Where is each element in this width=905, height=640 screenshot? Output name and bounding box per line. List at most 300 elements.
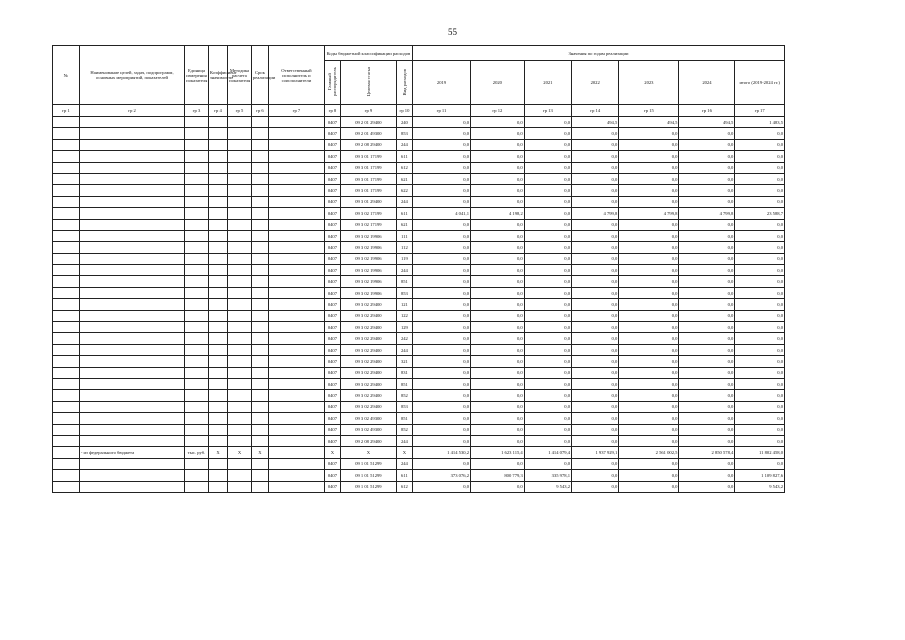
value-cell: 0,0 xyxy=(619,435,679,446)
value-cell: 0,0 xyxy=(679,435,735,446)
value-cell: 0,0 xyxy=(471,242,525,253)
value-cell: 0,0 xyxy=(471,230,525,241)
header-term: Срок реализации xyxy=(251,46,268,105)
value-cell: 0,0 xyxy=(524,151,571,162)
table-row xyxy=(53,151,785,162)
coef-cell xyxy=(208,139,227,150)
method-cell xyxy=(228,173,252,184)
value-cell: 0,0 xyxy=(524,401,571,412)
value-cell: 335 978,1 xyxy=(524,470,571,481)
value-cell: 0,0 xyxy=(471,162,525,173)
value-cell: 0,0 xyxy=(735,173,785,184)
table-row xyxy=(53,128,785,139)
article-cell: 09 3 02 29400 xyxy=(340,322,396,333)
value-cell: 0,0 xyxy=(735,401,785,412)
value-cell: 0,0 xyxy=(471,117,525,128)
value-cell: 0,0 xyxy=(572,242,619,253)
num-cell xyxy=(53,310,80,321)
article-cell: 09 3 01 17199 xyxy=(340,162,396,173)
value-cell: 0,0 xyxy=(679,322,735,333)
value-cell: 0,0 xyxy=(412,481,470,492)
value-cell: 0,0 xyxy=(572,151,619,162)
value-cell: 0,0 xyxy=(619,276,679,287)
value-cell: 0,0 xyxy=(735,390,785,401)
grbs-cell: 0407 xyxy=(324,356,340,367)
value-cell: 0,0 xyxy=(412,413,470,424)
header-codes-group: Коды бюджетной классификации расходов xyxy=(324,46,412,61)
unit-cell xyxy=(185,435,209,446)
unit-cell xyxy=(185,253,209,264)
value-cell: 0,0 xyxy=(524,424,571,435)
vr-cell: 111 xyxy=(396,230,412,241)
grbs-cell: 0407 xyxy=(324,458,340,469)
value-cell: 0,0 xyxy=(471,378,525,389)
name-cell xyxy=(79,344,184,355)
vr-cell: 321 xyxy=(396,356,412,367)
name-cell xyxy=(79,139,184,150)
table-row xyxy=(53,196,785,207)
value-cell: 1 414 079,4 xyxy=(524,447,571,458)
value-cell: 0,0 xyxy=(735,219,785,230)
header-code-article-label: Целевая статья xyxy=(365,67,371,97)
table-row xyxy=(53,435,785,446)
unit-cell xyxy=(185,242,209,253)
num-cell xyxy=(53,196,80,207)
vr-cell: 853 xyxy=(396,401,412,412)
value-cell: 0,0 xyxy=(679,276,735,287)
num-cell xyxy=(53,481,80,492)
method-cell xyxy=(228,322,252,333)
value-cell: 0,0 xyxy=(619,162,679,173)
num-cell xyxy=(53,162,80,173)
column-number: гр 2 xyxy=(79,105,184,117)
value-cell: 0,0 xyxy=(572,356,619,367)
term-cell xyxy=(251,344,268,355)
vr-cell: 853 xyxy=(396,128,412,139)
name-cell xyxy=(79,128,184,139)
value-cell: 0,0 xyxy=(572,139,619,150)
value-cell: 0,0 xyxy=(572,322,619,333)
name-cell xyxy=(79,310,184,321)
unit-cell xyxy=(185,276,209,287)
page-number: 55 xyxy=(448,27,457,37)
coef-cell xyxy=(208,344,227,355)
article-cell: 09 2 01 29400 xyxy=(340,117,396,128)
responsible-cell xyxy=(268,413,324,424)
value-cell: 0,0 xyxy=(735,344,785,355)
method-cell xyxy=(228,470,252,481)
value-cell: 0,0 xyxy=(679,458,735,469)
column-number: гр 7 xyxy=(268,105,324,117)
vr-cell: 244 xyxy=(396,139,412,150)
name-cell xyxy=(79,413,184,424)
value-cell: 0,0 xyxy=(619,413,679,424)
unit-cell xyxy=(185,173,209,184)
responsible-cell xyxy=(268,322,324,333)
value-cell: 0,0 xyxy=(572,344,619,355)
column-number: гр 13 xyxy=(524,105,571,117)
unit-cell xyxy=(185,208,209,219)
column-number: гр 15 xyxy=(619,105,679,117)
table-row xyxy=(53,287,785,298)
value-cell: 0,0 xyxy=(572,287,619,298)
value-cell: 0,0 xyxy=(619,219,679,230)
value-cell: 0,0 xyxy=(619,185,679,196)
value-cell: 0,0 xyxy=(524,378,571,389)
term-cell xyxy=(251,287,268,298)
responsible-cell xyxy=(268,117,324,128)
table-row xyxy=(53,458,785,469)
method-cell xyxy=(228,208,252,219)
unit-cell xyxy=(185,310,209,321)
vr-cell: 129 xyxy=(396,322,412,333)
value-cell: 0,0 xyxy=(735,185,785,196)
value-cell: 0,0 xyxy=(572,310,619,321)
grbs-cell: 0407 xyxy=(324,322,340,333)
value-cell: 0,0 xyxy=(572,185,619,196)
value-cell: 0,0 xyxy=(619,299,679,310)
value-cell: 0,0 xyxy=(572,173,619,184)
article-cell: 09 3 02 19906 xyxy=(340,287,396,298)
value-cell: 0,0 xyxy=(679,185,735,196)
value-cell: 0,0 xyxy=(619,378,679,389)
responsible-cell xyxy=(268,447,324,458)
num-cell xyxy=(53,230,80,241)
term-cell xyxy=(251,230,268,241)
value-cell: 0,0 xyxy=(735,276,785,287)
value-cell: 0,0 xyxy=(572,367,619,378)
value-cell: 0,0 xyxy=(572,265,619,276)
article-cell: 09 2 08 29400 xyxy=(340,139,396,150)
value-cell: 0,0 xyxy=(679,310,735,321)
article-cell: 09 3 01 17199 xyxy=(340,151,396,162)
num-cell xyxy=(53,447,80,458)
method-cell xyxy=(228,401,252,412)
value-cell: 0,0 xyxy=(524,333,571,344)
term-cell xyxy=(251,367,268,378)
value-cell: 0,0 xyxy=(471,424,525,435)
name-cell xyxy=(79,424,184,435)
method-cell xyxy=(228,390,252,401)
term-cell xyxy=(251,401,268,412)
value-cell: 0,0 xyxy=(412,287,470,298)
term-cell xyxy=(251,378,268,389)
value-cell: 494,5 xyxy=(572,117,619,128)
responsible-cell xyxy=(268,458,324,469)
value-cell: 0,0 xyxy=(735,128,785,139)
value-cell: 0,0 xyxy=(572,299,619,310)
article-cell: 09 3 02 17199 xyxy=(340,219,396,230)
value-cell: 0,0 xyxy=(735,367,785,378)
value-cell: 0,0 xyxy=(471,253,525,264)
grbs-cell: 0407 xyxy=(324,151,340,162)
article-cell: 09 3 01 17199 xyxy=(340,185,396,196)
name-cell xyxy=(79,276,184,287)
name-cell xyxy=(79,219,184,230)
grbs-cell: 0407 xyxy=(324,230,340,241)
method-cell xyxy=(228,413,252,424)
responsible-cell xyxy=(268,287,324,298)
table-row xyxy=(53,424,785,435)
term-cell xyxy=(251,435,268,446)
value-cell: 0,0 xyxy=(524,219,571,230)
article-cell: 09 3 02 19906 xyxy=(340,265,396,276)
value-cell: 1 483,5 xyxy=(735,117,785,128)
article-cell: 09 3 02 19906 xyxy=(340,253,396,264)
value-cell: 0,0 xyxy=(735,322,785,333)
value-cell: 0,0 xyxy=(412,253,470,264)
unit-cell xyxy=(185,128,209,139)
name-cell xyxy=(79,208,184,219)
value-cell: 1 623 115,4 xyxy=(471,447,525,458)
table-row xyxy=(53,378,785,389)
coef-cell xyxy=(208,299,227,310)
term-cell xyxy=(251,356,268,367)
value-cell: 2 850 578,4 xyxy=(679,447,735,458)
value-cell: 0,0 xyxy=(735,162,785,173)
value-cell: 0,0 xyxy=(412,390,470,401)
grbs-cell: 0407 xyxy=(324,310,340,321)
vr-cell: 121 xyxy=(396,299,412,310)
value-cell: 0,0 xyxy=(412,333,470,344)
value-cell: 4 799,8 xyxy=(619,208,679,219)
header-year-2019: 2019 xyxy=(412,61,470,105)
value-cell: 0,0 xyxy=(471,367,525,378)
value-cell: 0,0 xyxy=(619,242,679,253)
value-cell: 0,0 xyxy=(524,128,571,139)
value-cell: 0,0 xyxy=(572,162,619,173)
value-cell: 373 076,2 xyxy=(412,470,470,481)
unit-cell xyxy=(185,219,209,230)
grbs-cell: 0407 xyxy=(324,117,340,128)
value-cell: 0,0 xyxy=(412,356,470,367)
coef-cell xyxy=(208,401,227,412)
value-cell: 0,0 xyxy=(619,265,679,276)
value-cell: 0,0 xyxy=(412,230,470,241)
name-cell xyxy=(79,378,184,389)
responsible-cell xyxy=(268,276,324,287)
responsible-cell xyxy=(268,344,324,355)
method-cell xyxy=(228,185,252,196)
article-cell: 09 3 02 17199 xyxy=(340,208,396,219)
term-cell xyxy=(251,128,268,139)
value-cell: 0,0 xyxy=(735,299,785,310)
column-number: гр 5 xyxy=(228,105,252,117)
num-cell xyxy=(53,185,80,196)
value-cell: 0,0 xyxy=(412,242,470,253)
method-cell xyxy=(228,356,252,367)
name-cell xyxy=(79,185,184,196)
value-cell: 0,0 xyxy=(412,117,470,128)
vr-cell: 112 xyxy=(396,242,412,253)
method-cell xyxy=(228,344,252,355)
value-cell: 0,0 xyxy=(412,435,470,446)
value-cell: 1 937 929,1 xyxy=(572,447,619,458)
table-row xyxy=(53,447,785,458)
value-cell: 0,0 xyxy=(735,151,785,162)
value-cell: 0,0 xyxy=(735,310,785,321)
num-cell xyxy=(53,151,80,162)
value-cell: 0,0 xyxy=(524,196,571,207)
coef-cell xyxy=(208,481,227,492)
value-cell: 0,0 xyxy=(619,356,679,367)
value-cell: 0,0 xyxy=(524,242,571,253)
value-cell: 0,0 xyxy=(412,128,470,139)
name-cell xyxy=(79,253,184,264)
value-cell: 0,0 xyxy=(679,151,735,162)
column-number: гр 12 xyxy=(471,105,525,117)
value-cell: 4 041,1 xyxy=(412,208,470,219)
value-cell: 0,0 xyxy=(471,265,525,276)
value-cell: 0,0 xyxy=(679,299,735,310)
method-cell xyxy=(228,128,252,139)
value-cell: 0,0 xyxy=(572,458,619,469)
method-cell xyxy=(228,117,252,128)
value-cell: 0,0 xyxy=(471,185,525,196)
vr-cell: 853 xyxy=(396,287,412,298)
coef-cell xyxy=(208,413,227,424)
value-cell: 0,0 xyxy=(619,310,679,321)
name-cell xyxy=(79,299,184,310)
grbs-cell: 0407 xyxy=(324,424,340,435)
value-cell: 0,0 xyxy=(735,265,785,276)
unit-cell xyxy=(185,287,209,298)
article-cell: 09 3 01 29400 xyxy=(340,196,396,207)
responsible-cell xyxy=(268,253,324,264)
value-cell: 1 414 530,2 xyxy=(412,447,470,458)
value-cell: 0,0 xyxy=(679,413,735,424)
value-cell: 0,0 xyxy=(679,424,735,435)
grbs-cell: 0407 xyxy=(324,333,340,344)
coef-cell xyxy=(208,356,227,367)
responsible-cell xyxy=(268,139,324,150)
value-cell: 0,0 xyxy=(524,390,571,401)
num-cell xyxy=(53,117,80,128)
grbs-cell: 0407 xyxy=(324,185,340,196)
vr-cell: 831 xyxy=(396,367,412,378)
coef-cell xyxy=(208,367,227,378)
responsible-cell xyxy=(268,208,324,219)
value-cell: 0,0 xyxy=(524,173,571,184)
term-cell: X xyxy=(251,447,268,458)
article-cell: 09 3 02 29400 xyxy=(340,401,396,412)
article-cell: 09 3 02 19906 xyxy=(340,276,396,287)
coef-cell xyxy=(208,219,227,230)
unit-cell xyxy=(185,265,209,276)
unit-cell xyxy=(185,185,209,196)
num-cell xyxy=(53,299,80,310)
table-row xyxy=(53,253,785,264)
responsible-cell xyxy=(268,333,324,344)
responsible-cell xyxy=(268,242,324,253)
grbs-cell: 0407 xyxy=(324,139,340,150)
unit-cell xyxy=(185,378,209,389)
coef-cell xyxy=(208,458,227,469)
responsible-cell xyxy=(268,299,324,310)
method-cell xyxy=(228,299,252,310)
coef-cell xyxy=(208,253,227,264)
value-cell: 9 543,2 xyxy=(524,481,571,492)
responsible-cell xyxy=(268,470,324,481)
article-cell: 09 2 01 49300 xyxy=(340,128,396,139)
unit-cell xyxy=(185,458,209,469)
value-cell: 0,0 xyxy=(679,265,735,276)
value-cell: 0,0 xyxy=(471,401,525,412)
method-cell xyxy=(228,242,252,253)
vr-cell: 852 xyxy=(396,390,412,401)
coef-cell xyxy=(208,378,227,389)
value-cell: 0,0 xyxy=(471,276,525,287)
value-cell: 0,0 xyxy=(679,367,735,378)
name-cell xyxy=(79,173,184,184)
vr-cell: 244 xyxy=(396,344,412,355)
num-cell xyxy=(53,470,80,481)
unit-cell xyxy=(185,196,209,207)
value-cell: 0,0 xyxy=(412,424,470,435)
table-row xyxy=(53,356,785,367)
grbs-cell: 0407 xyxy=(324,219,340,230)
value-cell: 0,0 xyxy=(572,424,619,435)
vr-cell: 612 xyxy=(396,162,412,173)
unit-cell: тыс. руб. xyxy=(185,447,209,458)
term-cell xyxy=(251,242,268,253)
coef-cell xyxy=(208,242,227,253)
table-row xyxy=(53,162,785,173)
value-cell: 0,0 xyxy=(572,470,619,481)
responsible-cell xyxy=(268,424,324,435)
value-cell: 0,0 xyxy=(619,390,679,401)
value-cell: 0,0 xyxy=(471,356,525,367)
name-cell xyxy=(79,356,184,367)
value-cell: 0,0 xyxy=(679,481,735,492)
value-cell: 0,0 xyxy=(619,333,679,344)
name-cell xyxy=(79,196,184,207)
value-cell: 0,0 xyxy=(524,367,571,378)
column-number: гр 6 xyxy=(251,105,268,117)
vr-cell: 119 xyxy=(396,253,412,264)
value-cell: 0,0 xyxy=(412,196,470,207)
value-cell: 0,0 xyxy=(735,139,785,150)
value-cell: 0,0 xyxy=(471,151,525,162)
grbs-cell: 0407 xyxy=(324,196,340,207)
vr-cell: 621 xyxy=(396,219,412,230)
coef-cell xyxy=(208,287,227,298)
grbs-cell: 0407 xyxy=(324,287,340,298)
value-cell: 0,0 xyxy=(619,458,679,469)
value-cell: 0,0 xyxy=(572,276,619,287)
value-cell: 0,0 xyxy=(572,333,619,344)
article-cell: 09 1 01 51299 xyxy=(340,458,396,469)
method-cell xyxy=(228,367,252,378)
responsible-cell xyxy=(268,310,324,321)
responsible-cell xyxy=(268,435,324,446)
grbs-cell: 0407 xyxy=(324,413,340,424)
value-cell: 1 109 827,6 xyxy=(735,470,785,481)
grbs-cell: 0407 xyxy=(324,208,340,219)
grbs-cell: 0407 xyxy=(324,435,340,446)
value-cell: 0,0 xyxy=(619,344,679,355)
value-cell: 0,0 xyxy=(679,470,735,481)
term-cell xyxy=(251,390,268,401)
table-row xyxy=(53,117,785,128)
value-cell: 0,0 xyxy=(412,185,470,196)
term-cell xyxy=(251,333,268,344)
value-cell: 0,0 xyxy=(524,253,571,264)
coef-cell xyxy=(208,424,227,435)
unit-cell xyxy=(185,322,209,333)
num-cell xyxy=(53,287,80,298)
value-cell: 0,0 xyxy=(679,196,735,207)
